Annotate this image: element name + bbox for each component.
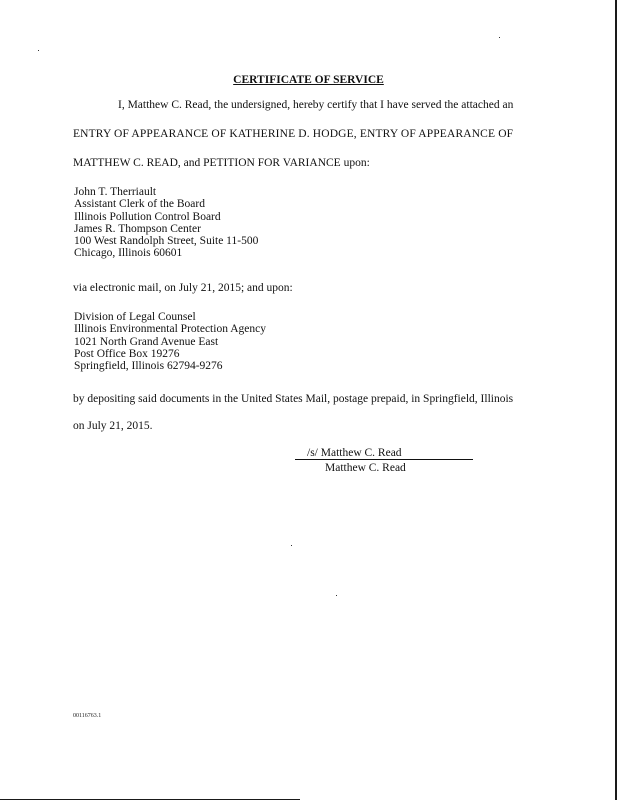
recipient-address-agency [74, 311, 266, 372]
via-line: via electronic mail, on July 21, 2015; and upon: [73, 282, 293, 294]
scan-speck [38, 50, 39, 51]
document-code: 00116763.1 [73, 713, 102, 719]
closing-line-1: by depositing said documents in the United States Mail, postage prepaid, in Springfield, Illinois [73, 393, 514, 405]
scan-speck [291, 545, 292, 546]
closing-line-2: on July 21, 2015. [73, 420, 153, 432]
scan-speck [499, 37, 500, 38]
address-line: John T. Therriault [74, 186, 157, 198]
address-line: Springfield, Illinois 62794-9276 [74, 360, 223, 373]
recipient-address-board [74, 186, 258, 260]
address-line: Illinois Environmental Protection Agency [74, 323, 266, 336]
intro-line-3: MATTHEW C. READ, and PETITION FOR VARIANCE upon: [73, 157, 370, 169]
intro-line-2: ENTRY OF APPEARANCE OF KATHERINE D. HODGE, ENTRY OF APPEARANCE OF [73, 128, 514, 140]
intro-line-1: I, Matthew C. Read, the undersigned, hereby certify that I have served the attached an [118, 99, 514, 111]
printed-name: Matthew C. Read [325, 462, 406, 474]
address-line: James R. Thompson Center [74, 222, 201, 235]
signature-line [295, 459, 473, 460]
certificate-title: CERTIFICATE OF SERVICE [233, 74, 384, 86]
address-line: Division of Legal Counsel [74, 311, 196, 323]
address-line: 1021 North Grand Avenue East [74, 335, 219, 348]
address-line: Post Office Box 19276 [74, 347, 180, 360]
electronic-signature: /s/ Matthew C. Read [307, 447, 402, 459]
scan-speck [336, 595, 337, 596]
address-line: Illinois Pollution Control Board [74, 210, 221, 223]
address-line: 100 West Randolph Street, Suite 11-500 [74, 235, 259, 248]
address-line: Assistant Clerk of the Board [74, 198, 205, 211]
address-line: Chicago, Illinois 60601 [74, 247, 183, 260]
